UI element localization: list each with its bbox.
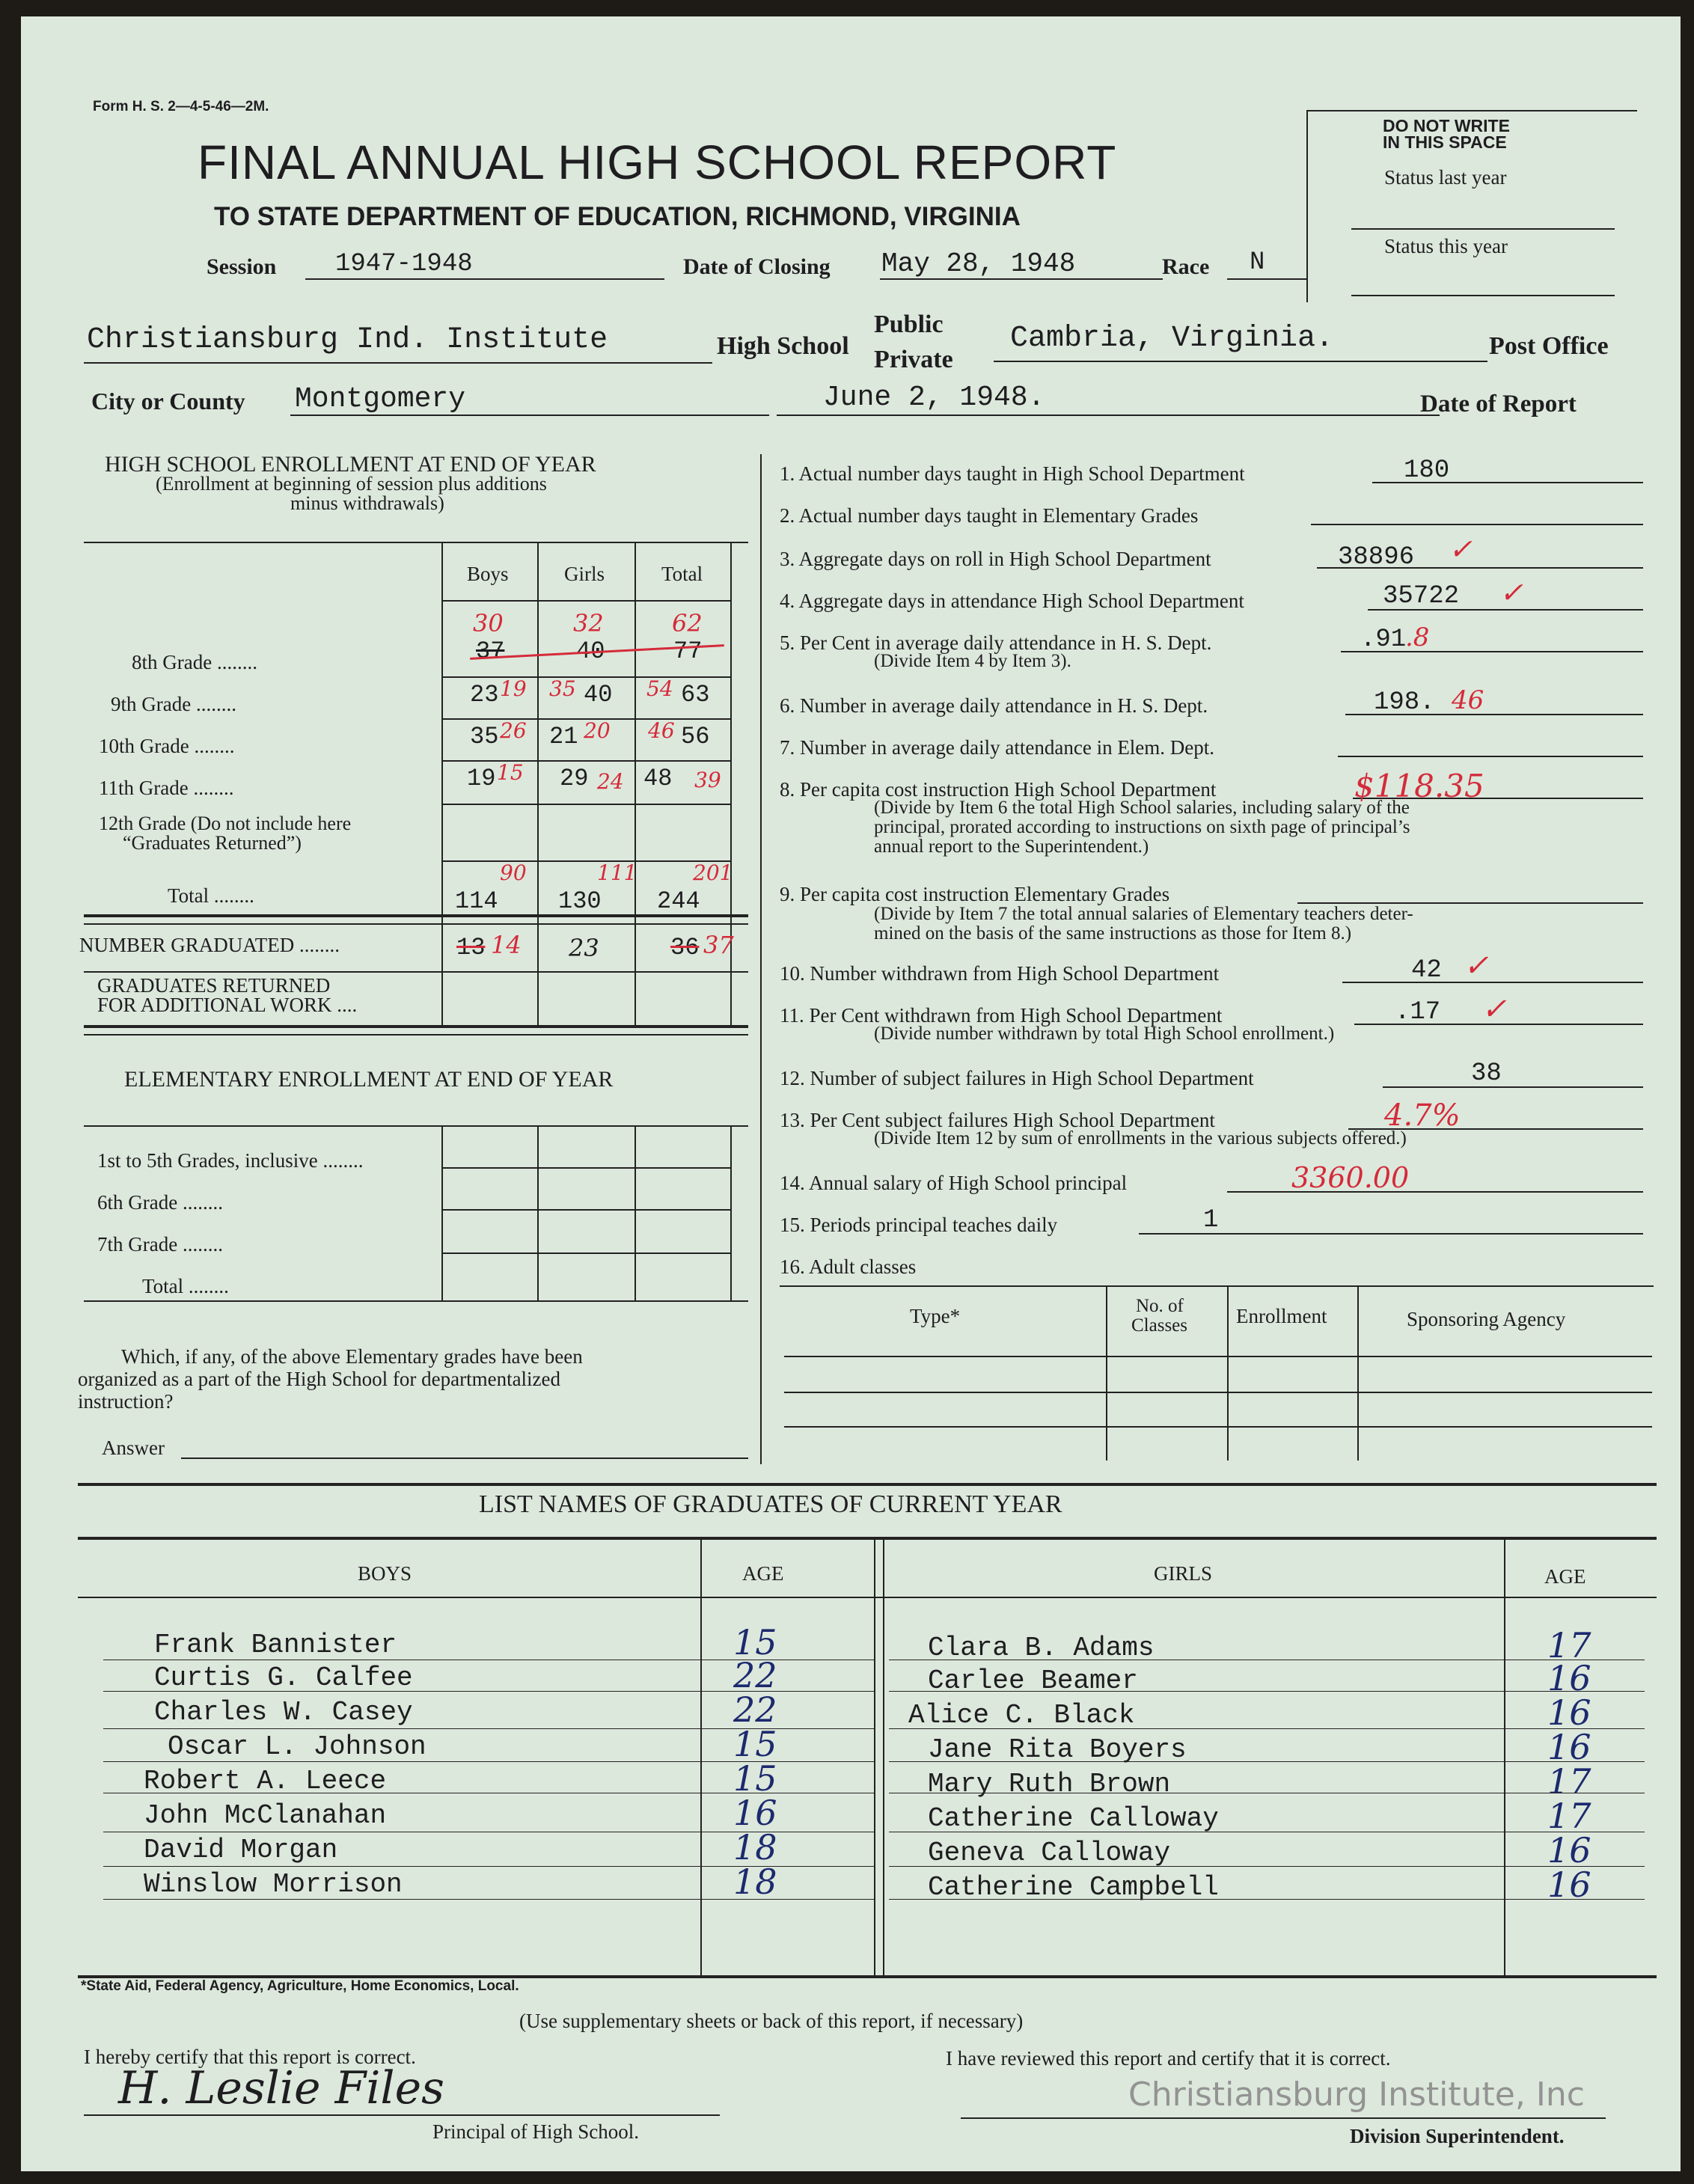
adult-col-classes-2: Classes xyxy=(1131,1315,1187,1336)
graduate-girl-name: Alice C. Black xyxy=(908,1700,1135,1731)
graduate-girl-age: 16 xyxy=(1547,1727,1591,1767)
status-box-heading-2: IN THIS SPACE xyxy=(1383,132,1507,152)
closing-label: Date of Closing xyxy=(683,254,831,279)
item-4-value: 35722 xyxy=(1383,582,1460,611)
graduate-boy-age: 18 xyxy=(733,1827,777,1868)
item-16: 16. Adult classes xyxy=(780,1255,917,1278)
graduates-title: LIST NAMES OF GRADUATES OF CURRENT YEAR xyxy=(479,1490,1062,1518)
graduate-boy-name: Robert A. Leece xyxy=(144,1766,387,1796)
graduate-row-line xyxy=(889,1691,1645,1692)
graduate-boy-age: 22 xyxy=(733,1655,777,1695)
graduate-girl-age: 16 xyxy=(1547,1865,1591,1905)
g8-total-corrected: 62 xyxy=(672,609,703,637)
graduated-girls: 23 xyxy=(569,934,599,962)
watermark: Christiansburg Institute, Inc xyxy=(1128,2076,1585,2114)
graduate-girl-name: Jane Rita Boyers xyxy=(928,1734,1187,1765)
elem-answer-line[interactable] xyxy=(181,1457,748,1459)
graduates-returned-label-2: FOR ADDITIONAL WORK .... xyxy=(97,994,358,1016)
private-label: Private xyxy=(874,346,953,373)
item-5-note: (Divide Item 4 by Item 3). xyxy=(874,651,1071,671)
principal-signature: H. Leslie Files xyxy=(118,2062,444,2114)
item-11-value: .17 xyxy=(1395,998,1441,1027)
graduate-boy-age: 15 xyxy=(733,1622,777,1663)
item-15-value: 1 xyxy=(1203,1206,1219,1235)
adult-col-enrollment: Enrollment xyxy=(1236,1305,1327,1327)
g10-total: 56 xyxy=(681,723,710,750)
g9-total-corrected: 54 xyxy=(646,676,673,701)
graduate-girl-age: 16 xyxy=(1547,1658,1591,1698)
report-subtitle: TO STATE DEPARTMENT OF EDUCATION, RICHMOND, VIRGINIA xyxy=(214,202,1021,231)
item-11-check: ✓ xyxy=(1482,992,1507,1027)
total-boys-corrected: 90 xyxy=(500,860,527,885)
principal-label: Principal of High School. xyxy=(432,2120,639,2143)
elem-question-1: Which, if any, of the above Elementary grades have been xyxy=(121,1345,583,1368)
elem-question-3: instruction? xyxy=(78,1390,174,1413)
graduate-boy-name: Winslow Morrison xyxy=(144,1869,403,1900)
report-date-label: Date of Report xyxy=(1420,391,1577,417)
center-divider xyxy=(760,454,762,1464)
graduate-girl-name: Mary Ruth Brown xyxy=(928,1769,1171,1799)
item-8-note-3: annual report to the Superintendent.) xyxy=(874,836,1149,857)
col-total-header: Total xyxy=(661,563,703,585)
grade-10-label: 10th Grade ........ xyxy=(99,735,235,757)
graduated-total-original: 36 xyxy=(670,934,700,961)
item-14: 14. Annual salary of High School principal xyxy=(780,1172,1128,1194)
item-6: 6. Number in average daily attendance in H. S. Dept. xyxy=(780,694,1208,717)
item-6-value: 198. xyxy=(1374,688,1435,717)
form-id: Form H. S. 2—4-5-46—2M. xyxy=(93,99,269,114)
g11-girls-corrected: 24 xyxy=(597,769,624,794)
graduate-row-line xyxy=(103,1761,874,1762)
g8-boys-corrected: 30 xyxy=(473,609,504,637)
report-date-value: June 2, 1948. xyxy=(823,382,1045,414)
item-13: 13. Per Cent subject failures High School Department xyxy=(780,1109,1215,1131)
grad-col-girls: GIRLS xyxy=(1154,1562,1213,1585)
g11-girls: 29 xyxy=(560,765,589,792)
total-girls: 130 xyxy=(558,887,602,915)
status-box-heading-1: DO NOT WRITE xyxy=(1383,116,1510,135)
public-label: Public xyxy=(874,311,944,338)
graduate-girl-age: 16 xyxy=(1547,1692,1591,1733)
g10-girls: 21 xyxy=(549,723,578,750)
item-5-value-red: .8 xyxy=(1405,623,1430,652)
item-10-check: ✓ xyxy=(1464,949,1489,983)
status-this-year-line xyxy=(1351,295,1615,296)
grade-12-label-1: 12th Grade (Do not include here xyxy=(99,813,352,834)
graduate-boy-name: Charles W. Casey xyxy=(154,1697,413,1728)
county-label: City or County xyxy=(91,388,245,415)
item-3-value: 38896 xyxy=(1338,543,1415,572)
elem-row-total: Total ........ xyxy=(142,1275,229,1297)
graduate-row-line xyxy=(103,1728,874,1729)
adult-col-type: Type* xyxy=(910,1305,961,1327)
item-10: 10. Number withdrawn from High School Department xyxy=(780,962,1220,985)
item-8-value: $118.35 xyxy=(1354,768,1484,804)
item-3-check: ✓ xyxy=(1449,533,1473,566)
item-8: 8. Per capita cost instruction High School Department xyxy=(780,778,1217,801)
graduate-row-line xyxy=(889,1866,1645,1867)
g11-boys: 19 xyxy=(467,765,496,792)
session-value: 1947-1948 xyxy=(335,250,473,278)
grade-8-label: 8th Grade ........ xyxy=(132,651,257,673)
item-1: 1. Actual number days taught in High School Department xyxy=(780,462,1245,485)
session-label: Session xyxy=(207,254,277,279)
item-4: 4. Aggregate days in attendance High School Department xyxy=(780,590,1244,612)
post-office-label: Post Office xyxy=(1489,332,1609,360)
elem-row-6: 6th Grade ........ xyxy=(97,1191,223,1214)
graduate-girl-age: 17 xyxy=(1547,1796,1591,1836)
graduate-row-line xyxy=(103,1866,874,1867)
graduates-returned-label-1: GRADUATES RETURNED xyxy=(97,974,331,997)
item-12-value: 38 xyxy=(1471,1059,1502,1088)
elem-row-1-5: 1st to 5th Grades, inclusive ........ xyxy=(97,1149,364,1172)
school-name: Christiansburg Ind. Institute xyxy=(87,323,608,357)
item-15: 15. Periods principal teaches daily xyxy=(780,1214,1058,1236)
hs-enrollment-title: HIGH SCHOOL ENROLLMENT AT END OF YEAR xyxy=(105,452,596,477)
item-5: 5. Per Cent in average daily attendance in H. S. Dept. xyxy=(780,631,1212,654)
status-this-year: Status this year xyxy=(1384,235,1508,257)
elem-enrollment-title: ELEMENTARY ENROLLMENT AT END OF YEAR xyxy=(124,1067,614,1092)
g9-girls-corrected: 35 xyxy=(549,676,576,701)
item-13-note: (Divide Item 12 by sum of enrollments in the various subjects offered.) xyxy=(874,1128,1407,1148)
grad-col-boys: BOYS xyxy=(358,1562,412,1585)
g11-total: 48 xyxy=(643,765,673,792)
item-6-value-red: 46 xyxy=(1452,685,1484,715)
g8-girls-original: 40 xyxy=(576,637,605,665)
item-7: 7. Number in average daily attendance in Elem. Dept. xyxy=(780,736,1215,759)
graduate-boy-name: David Morgan xyxy=(144,1835,338,1865)
superintendent-label: Division Superintendent. xyxy=(1350,2125,1565,2147)
g11-boys-corrected: 15 xyxy=(497,760,524,785)
grad-col-age-boys: AGE xyxy=(742,1562,784,1585)
status-last-year: Status last year xyxy=(1384,166,1507,189)
graduate-row-line xyxy=(103,1691,874,1692)
graduated-boys-original: 13 xyxy=(456,934,486,961)
report-title: FINAL ANNUAL HIGH SCHOOL REPORT xyxy=(198,135,1117,189)
graduate-girl-age: 16 xyxy=(1547,1830,1591,1871)
graduate-boy-name: John McClanahan xyxy=(144,1800,387,1831)
item-14-value: 3360.00 xyxy=(1291,1161,1410,1194)
graduate-row-line xyxy=(889,1761,1645,1762)
graduate-boy-name: Curtis G. Calfee xyxy=(154,1663,413,1693)
grade-12-label-2: “Graduates Returned”) xyxy=(123,832,302,854)
g9-boys-corrected: 19 xyxy=(500,676,527,701)
graduate-girl-name: Catherine Calloway xyxy=(928,1803,1219,1834)
total-label: Total ........ xyxy=(168,884,254,907)
g10-boys: 35 xyxy=(470,723,499,750)
item-4-check: ✓ xyxy=(1499,576,1523,609)
g9-girls: 40 xyxy=(584,681,613,709)
graduate-row-line xyxy=(889,1728,1645,1729)
g8-girls-corrected: 32 xyxy=(573,609,604,637)
item-11-note: (Divide number withdrawn by total High School enrollment.) xyxy=(874,1024,1335,1044)
supplementary-note: (Use supplementary sheets or back of this report, if necessary) xyxy=(519,2010,1024,2032)
graduated-total-corrected: 37 xyxy=(703,931,734,959)
total-boys: 114 xyxy=(455,887,498,915)
race-value: N xyxy=(1250,248,1265,277)
item-9-note-1: (Divide by Item 7 the total annual salaries of Elementary teachers deter- xyxy=(874,904,1413,924)
graduate-girl-name: Carlee Beamer xyxy=(928,1665,1138,1696)
g10-boys-corrected: 26 xyxy=(500,718,527,743)
graduate-boy-age: 22 xyxy=(733,1689,777,1730)
graduate-row-line xyxy=(103,1899,874,1900)
closing-value: May 28, 1948 xyxy=(881,248,1076,279)
item-1-value: 180 xyxy=(1404,456,1450,485)
graduates-top-rule xyxy=(78,1483,1657,1486)
total-total-corrected: 201 xyxy=(693,860,733,885)
g9-total: 63 xyxy=(681,681,710,709)
grade-11-label: 11th Grade ........ xyxy=(99,777,234,799)
graduate-girl-name: Clara B. Adams xyxy=(928,1633,1155,1663)
g8-total-original: 77 xyxy=(673,637,703,665)
status-last-year-line xyxy=(1351,228,1615,230)
g8-boys-original: 37 xyxy=(476,637,505,665)
item-2: 2. Actual number days taught in Elementary Grades xyxy=(780,504,1199,527)
graduate-girl-name: Geneva Calloway xyxy=(928,1838,1171,1868)
item-10-value: 42 xyxy=(1411,956,1442,985)
graduate-boy-name: Oscar L. Johnson xyxy=(168,1731,426,1762)
item-8-note-2: principal, prorated according to instructions on sixth page of principal’s xyxy=(874,817,1410,837)
graduate-boy-age: 16 xyxy=(733,1793,777,1833)
item-13-value: 4.7% xyxy=(1384,1098,1461,1133)
graduated-boys-corrected: 14 xyxy=(491,931,522,959)
g10-girls-corrected: 20 xyxy=(584,718,611,743)
graduate-boy-age: 15 xyxy=(733,1724,777,1764)
graduate-girl-age: 17 xyxy=(1547,1625,1591,1665)
item-5-value: .91 xyxy=(1360,625,1407,654)
hs-enrollment-note-2: minus withdrawals) xyxy=(290,492,444,514)
col-girls-header: Girls xyxy=(564,563,605,585)
footnote: *State Aid, Federal Agency, Agriculture, Home Economics, Local. xyxy=(81,1978,519,1994)
g9-boys: 23 xyxy=(470,681,499,709)
item-3: 3. Aggregate days on roll in High School Department xyxy=(780,548,1211,570)
graduate-girl-name: Catherine Campbell xyxy=(928,1872,1219,1903)
graduate-row-line xyxy=(889,1899,1645,1900)
total-total: 244 xyxy=(657,887,700,915)
race-label: Race xyxy=(1162,254,1210,279)
grad-col-age-girls: AGE xyxy=(1544,1565,1586,1588)
item-9: 9. Per capita cost instruction Elementary Grades xyxy=(780,883,1170,905)
graduate-boy-name: Frank Bannister xyxy=(154,1630,397,1660)
graduate-boy-age: 18 xyxy=(733,1862,777,1902)
total-girls-corrected: 111 xyxy=(597,860,637,885)
g11-total-corrected: 39 xyxy=(694,768,721,792)
high-school-label: High School xyxy=(717,332,849,360)
post-office-value: Cambria, Virginia. xyxy=(1010,322,1334,355)
graduate-girl-age: 17 xyxy=(1547,1761,1591,1802)
elem-answer-label: Answer xyxy=(102,1437,165,1459)
report-page xyxy=(21,16,1681,2171)
elem-row-7: 7th Grade ........ xyxy=(97,1233,223,1255)
item-12: 12. Number of subject failures in High School Department xyxy=(780,1067,1254,1089)
g10-total-corrected: 46 xyxy=(648,718,675,743)
adult-col-agency: Sponsoring Agency xyxy=(1407,1308,1566,1330)
item-8-note-1: (Divide by Item 6 the total High School salaries, including salary of the xyxy=(874,798,1410,818)
item-9-note-2: mined on the basis of the same instructions as those for Item 8.) xyxy=(874,923,1352,943)
elem-question-2: organized as a part of the High School for departmentalized xyxy=(78,1368,561,1390)
certify-left: I hereby certify that this report is correct. xyxy=(84,2046,416,2068)
item-11: 11. Per Cent withdrawn from High School Department xyxy=(780,1004,1223,1027)
col-boys-header: Boys xyxy=(467,563,509,585)
hs-enrollment-note-1: (Enrollment at beginning of session plus additions xyxy=(156,473,547,495)
county-value: Montgomery xyxy=(295,383,466,415)
graduate-boy-age: 15 xyxy=(733,1758,777,1799)
grade-9-label: 9th Grade ........ xyxy=(111,693,236,715)
number-graduated-label: NUMBER GRADUATED ........ xyxy=(79,934,340,956)
certify-right: I have reviewed this report and certify that it is correct. xyxy=(946,2047,1391,2070)
adult-col-classes-1: No. of xyxy=(1136,1296,1184,1316)
